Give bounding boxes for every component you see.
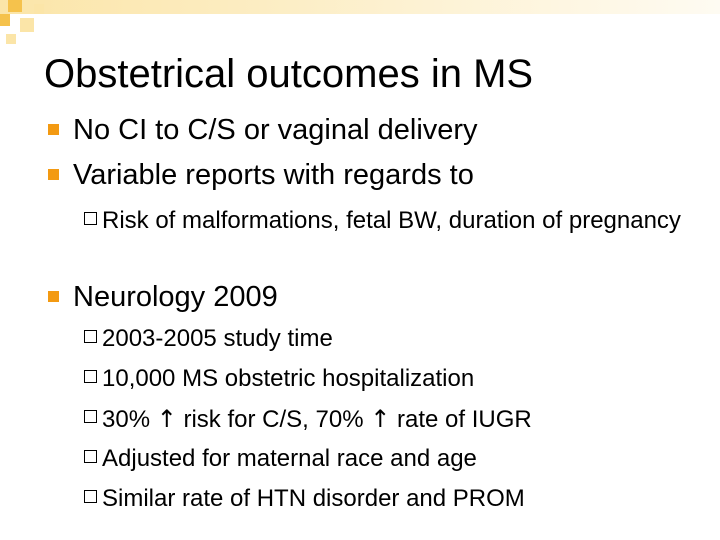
deco-square — [20, 18, 34, 32]
bullet-text: Variable reports with regards to — [73, 159, 474, 191]
sub-bullet-text: Similar rate of HTN disorder and PROM — [102, 485, 525, 512]
hollow-square-bullet-icon — [84, 370, 97, 383]
sub-bullet-text-part: 30% — [102, 406, 157, 433]
orange-square-bullet-icon — [48, 124, 59, 135]
hollow-square-bullet-icon — [84, 410, 97, 423]
sub-bullet-text: Risk of malformations, fetal BW, duration of pregnancy — [102, 207, 681, 234]
sub-bullet-text: Adjusted for maternal race and age — [102, 445, 477, 472]
up-arrow-icon: ↑ — [156, 405, 177, 433]
orange-square-bullet-icon — [48, 291, 59, 302]
sub-bullet-text: 10,000 MS obstetric hospitalization — [102, 365, 475, 392]
up-arrow-icon: ↑ — [370, 405, 391, 433]
sub-bullet-text-part: risk for C/S, 70% — [176, 406, 371, 433]
bullet-text: No CI to C/S or vaginal delivery — [73, 114, 478, 146]
sub-bullet-text-part: rate of IUGR — [390, 406, 532, 433]
deco-square — [0, 14, 10, 26]
sub-bullet-text — [102, 404, 532, 435]
hollow-square-bullet-icon — [84, 450, 97, 463]
orange-square-bullet-icon — [48, 169, 59, 180]
deco-square — [6, 34, 16, 44]
bullet-text: Neurology 2009 — [73, 281, 278, 313]
deco-square — [8, 0, 22, 12]
hollow-square-bullet-icon — [84, 330, 97, 343]
slide-title: Obstetrical outcomes in MS — [44, 52, 534, 96]
sub-bullet-text: 2003-2005 study time — [102, 325, 333, 352]
hollow-square-bullet-icon — [84, 490, 97, 503]
header-band — [0, 0, 720, 14]
hollow-square-bullet-icon — [84, 212, 97, 225]
deco-square — [34, 4, 44, 14]
